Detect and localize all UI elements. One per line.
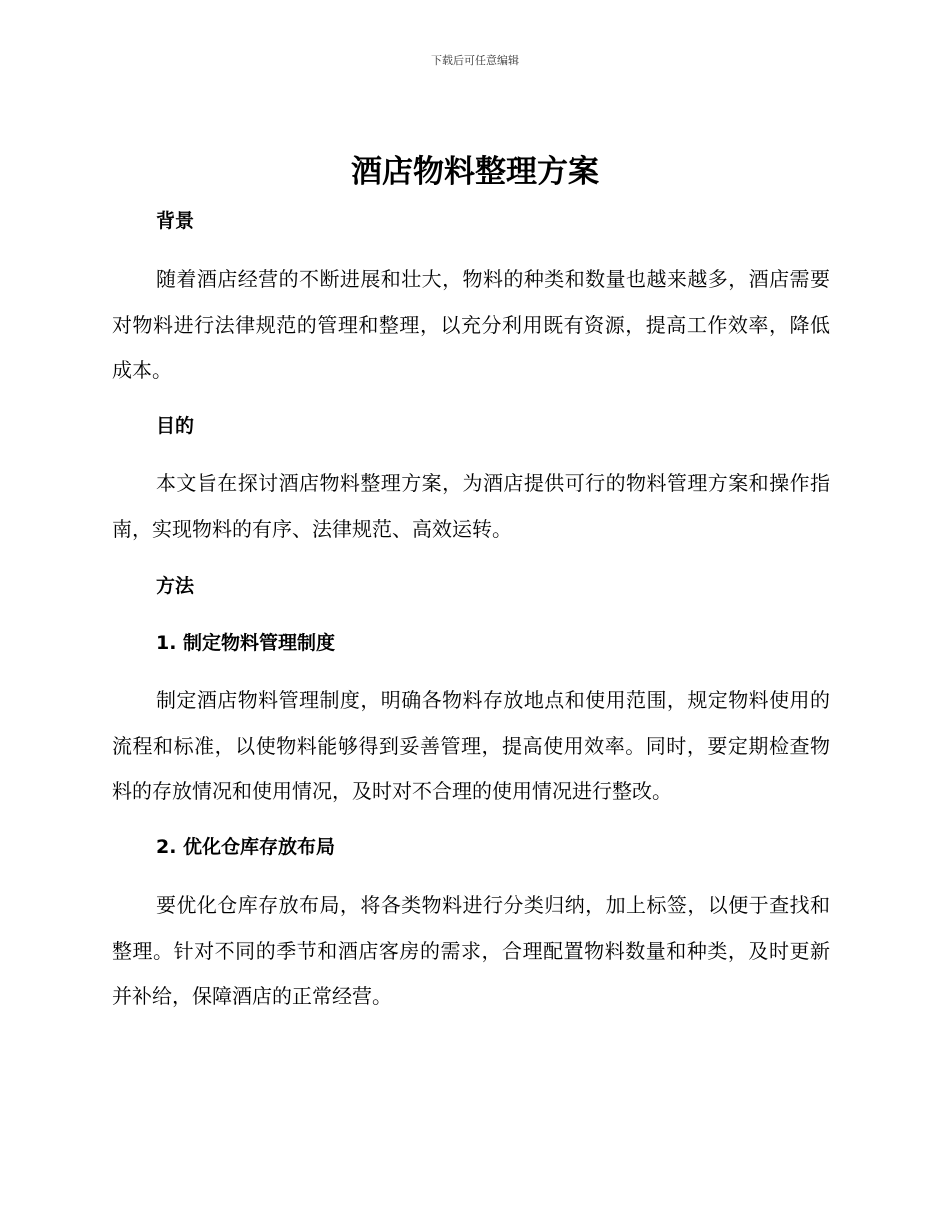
section-paragraph-warehouse-layout: 要优化仓库存放布局，将各类物料进行分类归纳，加上标签，以便于查找和整理。针对不同的季节和酒店客房的需求，合理配置物料数量和种类，及时更新并补给，保障酒店的正常经营。 xyxy=(112,893,830,1008)
section-paragraph-background: 随着酒店经营的不断进展和壮大，物料的种类和数量也越来越多，酒店需要对物料进行法律规范的管理和整理，以充分利用既有资源，提高工作效率，降低成本。 xyxy=(112,267,830,382)
section-heading-method: 方法 xyxy=(156,575,195,597)
page-header-note: 下载后可任意编辑 xyxy=(431,54,519,67)
section-heading-warehouse-layout: 2. 优化仓库存放布局 xyxy=(156,836,336,858)
section-heading-background: 背景 xyxy=(156,210,195,232)
section-heading-purpose: 目的 xyxy=(156,415,195,437)
section-paragraph-purpose: 本文旨在探讨酒店物料整理方案，为酒店提供可行的物料管理方案和操作指南，实现物料的有序、法律规范、高效运转。 xyxy=(112,471,830,541)
document-title: 酒店物料整理方案 xyxy=(351,154,599,190)
section-paragraph-management-system: 制定酒店物料管理制度，明确各物料存放地点和使用范围，规定物料使用的流程和标准，以使物料能够得到妥善管理，提高使用效率。同时，要定期检查物料的存放情况和使用情况，及时对不合理的使用情况进行整改。 xyxy=(112,688,830,803)
section-heading-management-system: 1. 制定物料管理制度 xyxy=(156,632,336,654)
